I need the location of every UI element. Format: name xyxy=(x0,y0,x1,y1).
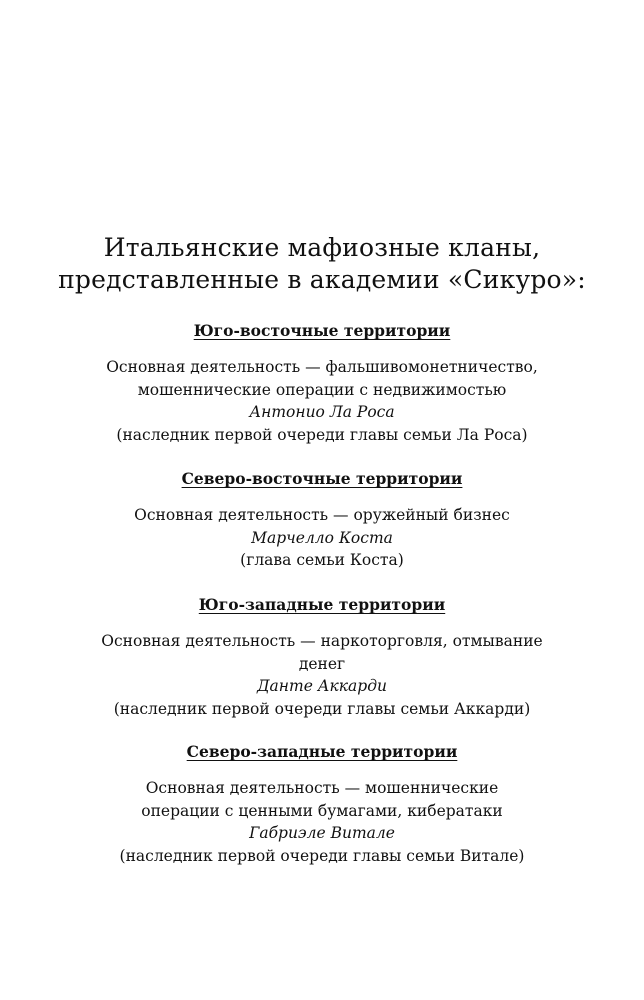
activity-line: Основная деятельность — оружейный бизнес xyxy=(134,506,510,524)
title-line: Итальянские мафиозные кланы, xyxy=(103,233,541,262)
activity-line: мошеннические операции с недвижимостью xyxy=(137,380,507,399)
activity-line: денег xyxy=(298,654,346,673)
activity-line: Основная деятельность — наркоторговля, отмывание xyxy=(101,632,543,650)
clan-section-northeast xyxy=(0,468,644,572)
activity-line: операции с ценными бумагами, кибератаки xyxy=(141,801,503,820)
activity-line: Основная деятельность — фальшивомонетничество, xyxy=(106,358,538,376)
section-heading: Юго-западные территории xyxy=(198,595,446,614)
clan-section-northwest xyxy=(0,741,644,867)
title-line: представленные в академии «Сикуро»: xyxy=(58,265,586,294)
section-heading: Северо-восточные территории xyxy=(181,469,463,488)
person-role: (наследник первой очереди главы семьи Ла Роса) xyxy=(116,425,528,444)
person-name: Антонио Ла Роса xyxy=(249,403,395,421)
person-role: (наследник первой очереди главы семьи Аккарди) xyxy=(113,699,531,718)
person-name: Данте Аккарди xyxy=(256,677,388,695)
page-title xyxy=(0,232,644,296)
person-role: (глава семьи Коста) xyxy=(240,551,404,569)
person-name: Марчелло Коста xyxy=(251,528,393,547)
clan-section-southwest xyxy=(0,594,644,720)
person-name: Габриэле Витале xyxy=(249,824,395,842)
clan-section-southeast xyxy=(0,320,644,446)
section-heading: Юго-восточные территории xyxy=(193,321,451,340)
section-heading: Северо-западные территории xyxy=(186,742,458,761)
activity-line: Основная деятельность — мошеннические xyxy=(145,779,499,797)
person-role: (наследник первой очереди главы семьи Витале) xyxy=(119,846,525,865)
